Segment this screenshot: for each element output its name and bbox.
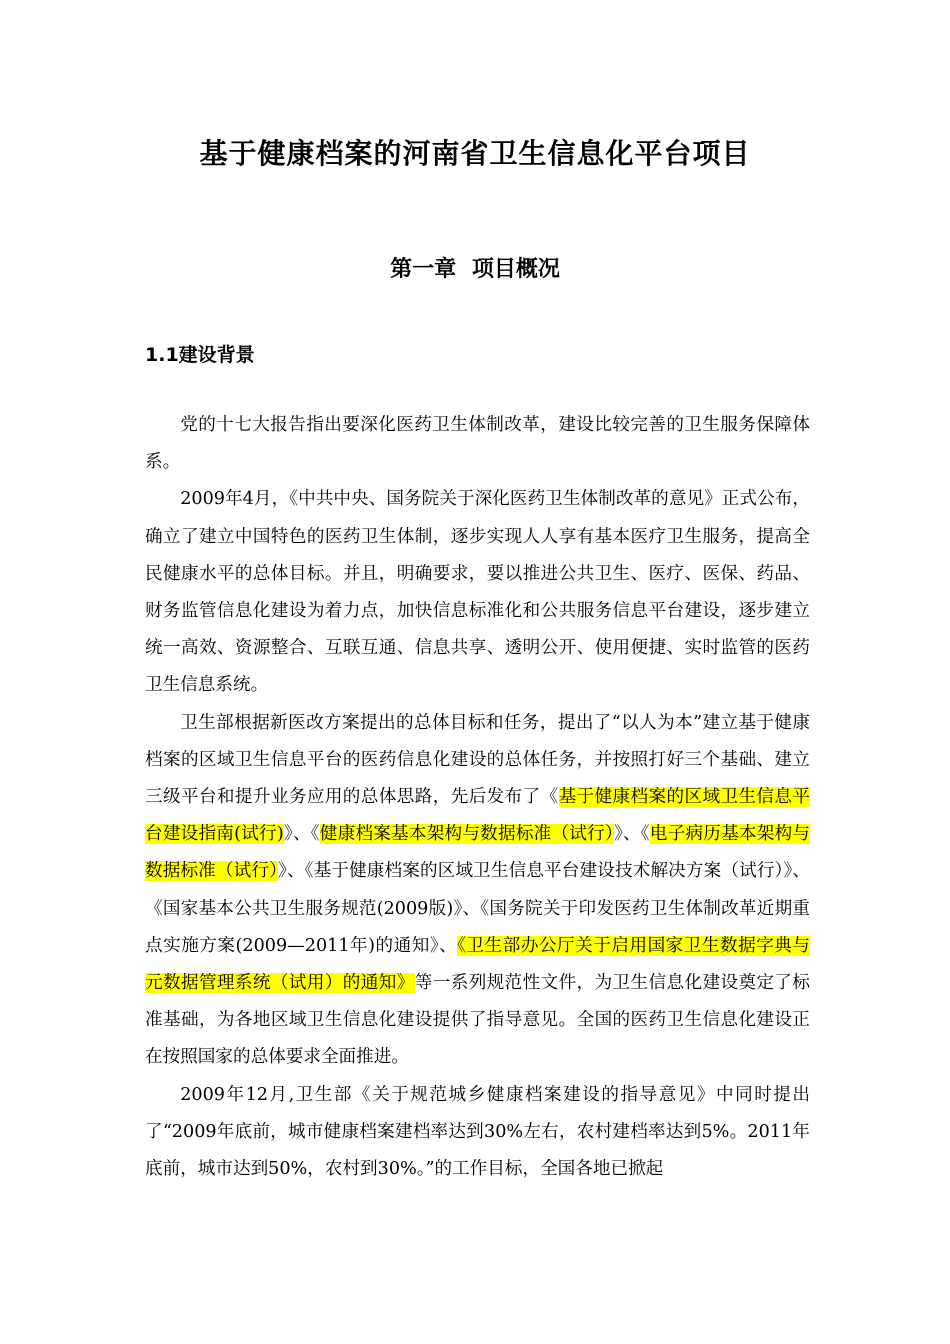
paragraph-1: 党的十七大报告指出要深化医药卫生体制改革，建设比较完善的卫生服务保障体系。 — [145, 415, 810, 473]
paragraph-4: 2009年12月,卫生部《关于规范城乡健康档案建设的指导意见》中同时提出了“2009年底前，城市健康档案建档率达到30%左右，农村建档率达到5%。2011年底前，城市达到50%，农村到30%。”的工作目标，全国各地已掀起 — [145, 1084, 810, 1180]
document-title: 基于健康档案的河南省卫生信息化平台项目 — [199, 137, 751, 170]
paragraph-3-text: 》、《 — [613, 824, 650, 845]
highlight-2: 健康档案基本架构与数据标准（试行） — [319, 824, 614, 845]
paragraph-3-text: 等一系列规范性文件，为卫生信息化建设奠定了标准基础，为各地区域卫生信息化建设提供了指导意见。全国的医药卫生信息化建设正在按照国家的总体要求全面推进。 — [145, 973, 810, 1068]
paragraph-3-text: 卫生部根据新医改方案提出的总体目标和任务，提出了“以人为本”建立基于健康档案的区域卫生信息平台的医药信息化建设的总体任务，并按照打好三个基础、建立三级平台和提升业务应用的总体思路，先后发布了《 — [145, 712, 810, 808]
body-text — [145, 407, 810, 1188]
highlight-1: 基于健康档案的区域卫生信息平台建设指南(试行) — [145, 787, 810, 845]
paragraph-3-text: 》、《 — [283, 824, 320, 845]
paragraph-3 — [145, 705, 810, 1077]
section-heading: 1.1建设背景 — [145, 344, 255, 366]
highlight-4: 《卫生部办公厅关于启用国家卫生数据字典与元数据管理系统（试用）的通知》 — [145, 935, 810, 994]
paragraph-3-text: 》、《基于健康档案的区域卫生信息平台建设技术解决方案（试行）》、《国家基本公共卫生服务规范(2009版)》、《国务院关于印发医药卫生体制改革近期重点实施方案(2009—2011年)的通知》、 — [145, 861, 810, 956]
chapter-heading: 第一章 项目概况 — [390, 257, 560, 282]
paragraph-2: 2009年4月，《中共中央、国务院关于深化医药卫生体制改革的意见》正式公布，确立了建立中国特色的医药卫生体制，逐步实现人人享有基本医疗卫生服务，提高全民健康水平的总体目标。并且，明确要求，要以推进公共卫生、医疗、医保、药品、财务监管信息化建设为着力点，加快信息标准化和公共服务信息平台建设，逐步建立统一高效、资源整合、互联互通、信息共享、透明公开、使用便捷、实时监管的医药卫生信息系统。 — [145, 489, 810, 696]
highlight-3: 电子病历基本架构与数据标准（试行） — [145, 824, 810, 882]
